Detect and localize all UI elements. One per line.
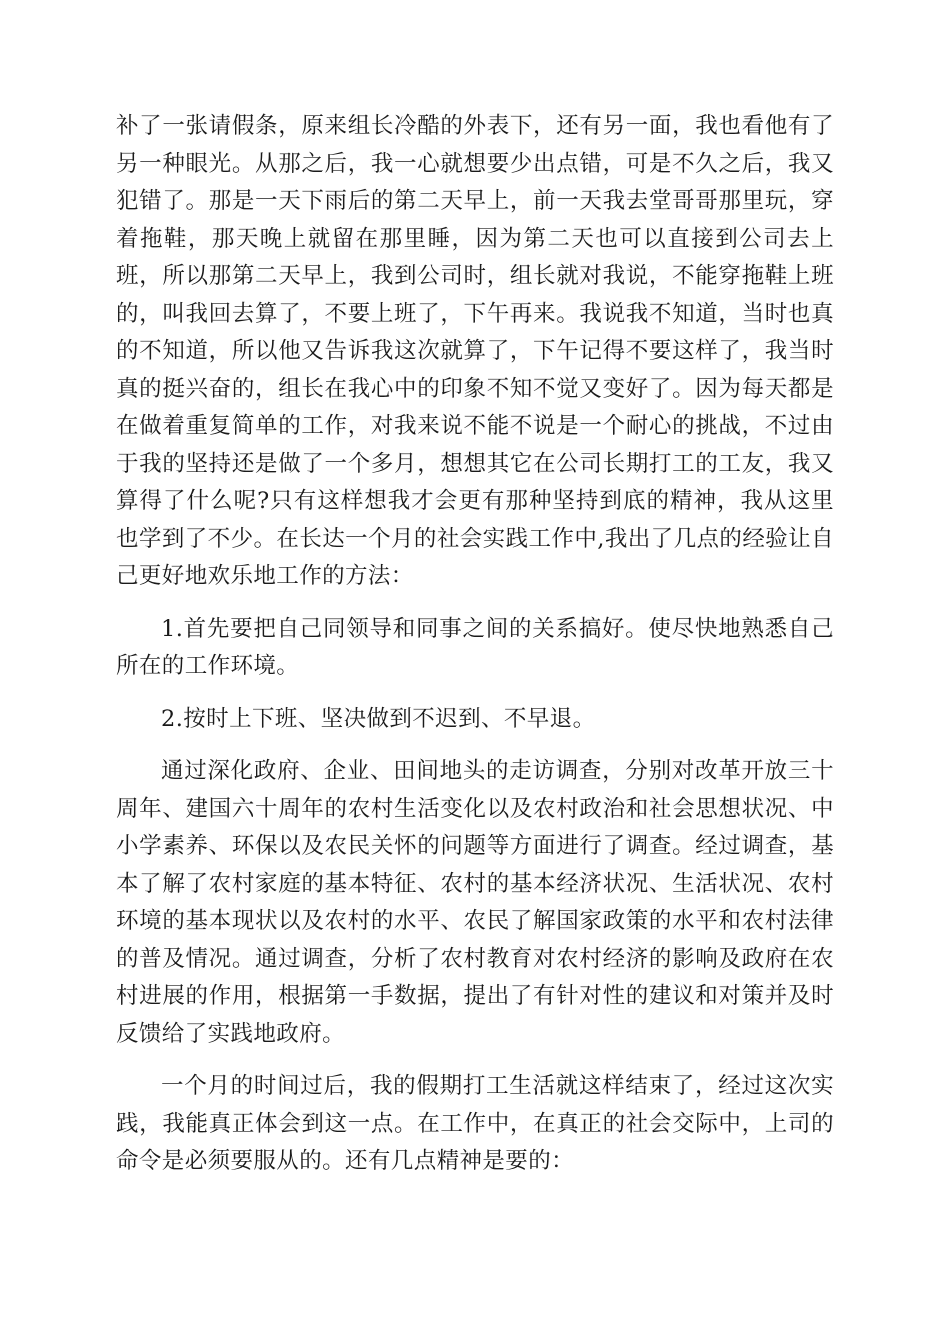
paragraph-item-1: 1.首先要把自己同领导和同事之间的关系搞好。使尽快地熟悉自己所在的工作环境。: [116, 615, 834, 679]
paragraph-survey: 通过深化政府、企业、田间地头的走访调查，分别对改革开放三十周年、建国六十周年的农村生活变化以及农村政治和社会思想状况、中小学素养、环保以及农民关怀的问题等方面进行了调查。经过调查，基本了解了农村家庭的基本特征、农村的基本经济状况、生活状况、农村环境的基本现状以及农村的水平、农民了解国家政策的水平和农村法律的普及情况。通过调查，分析了农村教育对农村经济的影响及政府在农村进展的作用，根据第一手数据，提出了有针对性的建议和对策并及时反馈给了实践地政府。: [116, 758, 834, 1047]
paragraph-continuation: 补了一张请假条，原来组长冷酷的外表下，还有另一面，我也看他有了另一种眼光。从那之后，我一心就想要少出点错，可是不久之后，我又犯错了。那是一天下雨后的第二天早上，前一天我去堂哥哥那里玩，穿着拖鞋，那天晚上就留在那里睡，因为第二天也可以直接到公司去上班，所以那第二天早上，我到公司时，组长就对我说，不能穿拖鞋上班的，叫我回去算了，不要上班了，下午再来。我说我不知道，当时也真的不知道，所以他又告诉我这次就算了，下午记得不要这样了，我当时真的挺兴奋的，组长在我心中的印象不知不觉又变好了。因为每天都是在做着重复简单的工作，对我来说不能不说是一个耐心的挑战，不过由于我的坚持还是做了一个多月，想想其它在公司长期打工的工友，我又算得了什么呢?只有这样想我才会更有那种坚持到底的精神，我从这里也学到了不少。在长达一个月的社会实践工作中,我出了几点的经验让自己更好地欢乐地工作的方法：: [116, 113, 834, 589]
paragraph-conclusion: 一个月的时间过后，我的假期打工生活就这样结束了，经过这次实践，我能真正体会到这一点。在工作中，在真正的社会交际中，上司的命令是必须要服从的。还有几点精神是要的：: [116, 1073, 834, 1174]
document-body: [116, 108, 834, 1181]
paragraph-item-2: 2.按时上下班、坚决做到不迟到、不早退。: [161, 705, 596, 732]
